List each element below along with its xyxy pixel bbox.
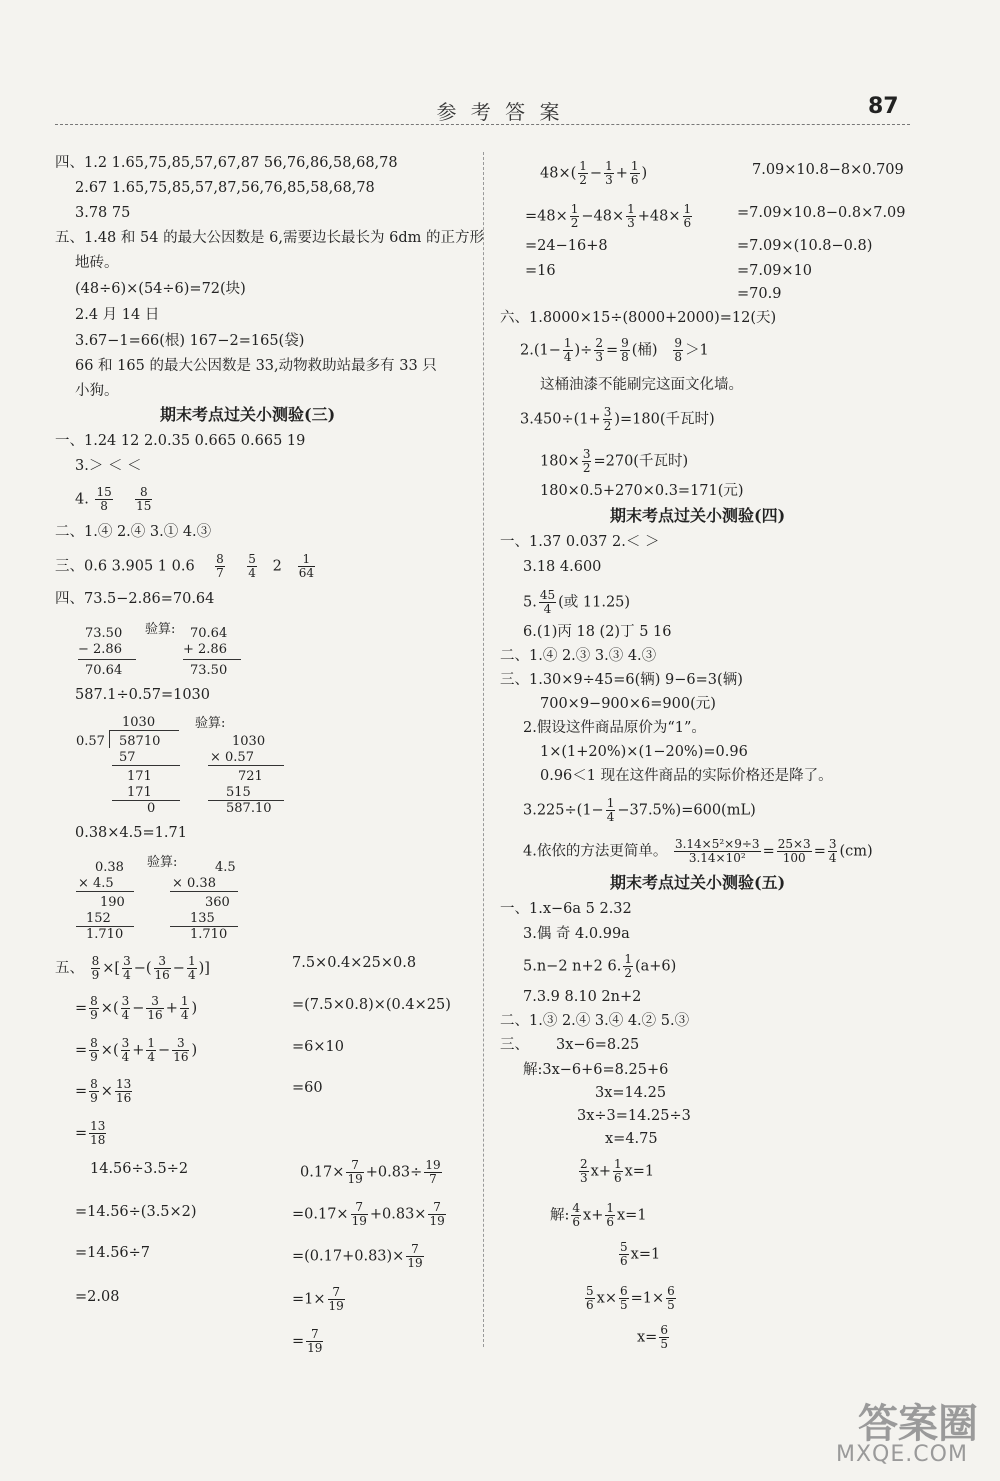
- vertical-row: 70.64: [190, 626, 228, 641]
- divisor: 0.57: [76, 734, 105, 749]
- check-label: 验算:: [145, 622, 176, 637]
- fraction: $\frac{8}{7}$: [216, 552, 224, 580]
- calc-line: =(7.5×0.8)×(0.4×25): [292, 997, 451, 1013]
- answer-line: 2.(1− $\frac{1}{4}$ )÷ $\frac{2}{3}$ = $\frac{9}{8}$ (桶) $\frac{9}{8}$ ＞1: [520, 336, 709, 364]
- equation-line: 3x÷3=14.25÷3: [577, 1108, 691, 1124]
- answer-line: 0.38×4.5=1.71: [75, 825, 187, 841]
- section-title: 期末考点过关小测验(三): [160, 405, 336, 424]
- vertical-row: 4.5: [215, 860, 236, 875]
- fraction: $\frac{5}{4}$: [248, 552, 256, 580]
- calc-line: =6×10: [292, 1039, 344, 1055]
- vertical-row: 0.38: [95, 860, 124, 875]
- calc-line: 14.56÷3.5÷2: [90, 1161, 189, 1177]
- answer-line: 5.n−2 n+2 6. $\frac{1}{2}$ (a+6): [523, 952, 677, 980]
- answer-line: 三、0.6 3.905 1 0.6 $\frac{8}{7}$ $\frac{5}{4}$ 2 $\frac{1}{64}$: [55, 552, 315, 580]
- calc-line: 五、 $\frac{8}{9}$ ×[ $\frac{3}{4}$ −( $\frac{3}{16}$ − $\frac{1}{4}$ )]: [55, 954, 210, 982]
- calc-line: = $\frac{8}{9}$ × $\frac{13}{16}$: [75, 1077, 132, 1105]
- check-label: 验算:: [195, 716, 226, 731]
- calc-line: 7.09×10.8−8×0.709: [752, 162, 904, 178]
- answer-line: 地砖。: [75, 255, 119, 271]
- column-divider: [483, 152, 484, 1347]
- calc-line: =7.09×10: [737, 263, 813, 279]
- answer-line: 2.4 月 14 日: [75, 307, 160, 323]
- calc-line: 7.5×0.4×25×0.8: [292, 955, 417, 971]
- calc-line: =14.56÷(3.5×2): [75, 1204, 197, 1220]
- vertical-row: 587.10: [226, 801, 272, 816]
- check-label: 验算:: [147, 855, 178, 870]
- calc-line: 48×( $\frac{1}{2}$ − $\frac{1}{3}$ + $\frac{1}{6}$ ): [540, 159, 648, 187]
- vertical-row: × 0.38: [172, 876, 216, 891]
- answer-line: 4. $\frac{15}{8}$ $\frac{8}{15}$: [75, 485, 152, 513]
- answer-line: 180×0.5+270×0.3=171(元): [540, 483, 744, 499]
- answer-line: (48÷6)×(54÷6)=72(块): [75, 281, 246, 297]
- vertical-row: 190: [100, 895, 125, 910]
- answer-line: 6.(1)丙 18 (2)丁 5 16: [523, 624, 672, 640]
- answer-line: 二、1.④ 2.③ 3.③ 4.③: [500, 648, 657, 664]
- answer-line: 3.67−1=66(根) 167−2=165(袋): [75, 333, 305, 349]
- vertical-row: 1.710: [190, 927, 228, 942]
- answer-line: 0.96＜1 现在这件商品的实际价格还是降了。: [540, 768, 833, 784]
- answer-line: 五、1.48 和 54 的最大公因数是 6,需要边长最长为 6dm 的正方形: [55, 230, 484, 246]
- vertical-row: 73.50: [85, 626, 123, 641]
- calc-line: =1× $\frac{7}{19}$: [292, 1285, 344, 1313]
- calc-line: = $\frac{8}{9}$ ×( $\frac{3}{4}$ + $\frac{1}{4}$ − $\frac{3}{16}$ ): [75, 1036, 198, 1064]
- answer-line: 2.假设这件商品原价为“1”。: [523, 720, 706, 736]
- vertical-row: + 2.86: [183, 642, 227, 657]
- calc-line: = $\frac{7}{19}$: [292, 1327, 323, 1355]
- answer-line: 二、1.③ 2.④ 3.④ 4.② 5.③: [500, 1013, 690, 1029]
- calc-line: =60: [292, 1080, 323, 1096]
- answer-line: 三、1.30×9÷45=6(辆) 9−6=3(辆): [500, 672, 743, 688]
- answer-line: 700×9−900×6=900(元): [540, 696, 716, 712]
- vertical-row: 721: [238, 769, 263, 784]
- calc-line: =48× $\frac{1}{2}$ −48× $\frac{1}{3}$ +48× $\frac{1}{6}$: [525, 202, 692, 230]
- equation-line: x= $\frac{6}{5}$: [637, 1323, 668, 1351]
- quotient: 1030: [122, 715, 156, 730]
- answer-line: 3.78 75: [75, 205, 131, 221]
- dividend: 58710: [119, 734, 161, 749]
- calc-line: =14.56÷7: [75, 1245, 151, 1261]
- answer-line: 一、1.x−6a 5 2.32: [500, 901, 632, 917]
- equation-line: 解: $\frac{4}{6}$ x+ $\frac{1}{6}$ x=1: [550, 1201, 647, 1229]
- answer-line: 四、1.2 1.65,75,85,57,67,87 56,76,86,58,68,78: [55, 155, 398, 171]
- answer-line: 小狗。: [75, 383, 119, 399]
- vertical-row: 152: [86, 911, 111, 926]
- vertical-row: 1030: [232, 734, 266, 749]
- answer-line: 三、: [500, 1037, 529, 1053]
- equation-line: 解:3x−6+6=8.25+6: [523, 1062, 669, 1078]
- answer-line: 一、1.24 12 2.0.35 0.665 0.665 19: [55, 433, 306, 449]
- division-step: 57: [119, 750, 136, 765]
- calc-line: =2.08: [75, 1289, 120, 1305]
- calc-line: =70.9: [737, 286, 782, 302]
- calc-line: =7.09×(10.8−0.8): [737, 238, 873, 254]
- division-step: 171: [127, 769, 152, 784]
- calc-line: =0.17× $\frac{7}{19}$ +0.83× $\frac{7}{19}$: [292, 1200, 445, 1228]
- answer-line: 3.450÷(1+ $\frac{3}{2}$ )=180(千瓦时): [520, 405, 715, 433]
- calc-line: =(0.17+0.83)× $\frac{7}{19}$: [292, 1242, 423, 1270]
- watermark-logo: 答案圈: [858, 1401, 978, 1447]
- equation-line: $\frac{5}{6}$ x=1: [620, 1240, 661, 1268]
- vertical-row: 1.710: [86, 927, 124, 942]
- answer-line: 4.依依的方法更简单。 $\frac{\text{3.14×5²×9÷3}}{\text{3.14×10²}}$ = $\frac{25\times 3}{100}$ = $\frac{3}{4}$ (cm): [523, 837, 873, 865]
- answer-line: 二、1.④ 2.④ 3.① 4.③: [55, 524, 212, 540]
- calc-line: =7.09×10.8−0.8×7.09: [737, 205, 906, 221]
- answer-line: 一、1.37 0.037 2.＜ ＞: [500, 534, 660, 550]
- header-rule: [55, 124, 910, 125]
- vertical-row: 135: [190, 911, 215, 926]
- answer-line: 3.225÷(1− $\frac{1}{4}$ −37.5%)=600(mL): [523, 796, 756, 824]
- answer-line: 587.1÷0.57=1030: [75, 687, 210, 703]
- fraction: $\frac{15}{8}$: [96, 485, 112, 513]
- vertical-row: 515: [226, 785, 251, 800]
- section-title: 期末考点过关小测验(五): [610, 873, 786, 892]
- vertical-row: 70.64: [85, 663, 123, 678]
- answer-line: 四、73.5−2.86=70.64: [55, 591, 215, 607]
- equation-line: $\frac{2}{3}$ x+ $\frac{1}{6}$ x=1: [580, 1157, 655, 1185]
- equation-line: $\frac{5}{6}$ x× $\frac{6}{5}$ =1× $\frac{6}{5}$: [586, 1284, 675, 1312]
- answer-line: 180× $\frac{3}{2}$ =270(千瓦时): [540, 447, 689, 475]
- answer-line: 3.＞ ＜ ＜: [75, 458, 142, 474]
- vertical-row: × 0.57: [210, 750, 254, 765]
- vertical-row: − 2.86: [78, 642, 122, 657]
- watermark-url: MXQE.COM: [836, 1442, 968, 1467]
- answer-line: 2.67 1.65,75,85,57,87,56,76,85,58,68,78: [75, 180, 375, 196]
- calc-line: = $\frac{8}{9}$ ×( $\frac{3}{4}$ − $\frac{3}{16}$ + $\frac{1}{4}$ ): [75, 994, 198, 1022]
- answer-line: 六、1.8000×15÷(8000+2000)=12(天): [500, 310, 777, 326]
- equation-line: 3x=14.25: [595, 1085, 667, 1101]
- answer-line: 3.偶 奇 4.0.99a: [523, 926, 630, 942]
- division-step: 171: [127, 785, 152, 800]
- calc-line: =24−16+8: [525, 238, 608, 254]
- vertical-row: 360: [205, 895, 230, 910]
- calc-line: = $\frac{13}{18}$: [75, 1119, 106, 1147]
- page-number: 87: [868, 94, 899, 119]
- answer-line: 1×(1+20%)×(1−20%)=0.96: [540, 744, 748, 760]
- answer-line: 5. $\frac{45}{4}$ (或 11.25): [523, 588, 631, 616]
- fraction: $\frac{8}{15}$: [136, 485, 152, 513]
- equation-line: 3x−6=8.25: [556, 1037, 640, 1053]
- calc-line: 0.17× $\frac{7}{19}$ +0.83÷ $\frac{19}{7}$: [300, 1158, 441, 1186]
- page-header-title: 参 考 答 案: [436, 100, 564, 124]
- answer-line: 3.18 4.600: [523, 559, 602, 575]
- equation-line: x=4.75: [605, 1131, 658, 1147]
- vertical-row: × 4.5: [78, 876, 114, 891]
- fraction: $\frac{1}{64}$: [298, 552, 315, 580]
- answer-line: 这桶油漆不能刷完这面文化墙。: [540, 377, 743, 393]
- division-step: 0: [147, 801, 156, 816]
- answer-line: 66 和 165 的最大公因数是 33,动物救助站最多有 33 只: [75, 358, 437, 374]
- section-title: 期末考点过关小测验(四): [610, 506, 786, 525]
- answer-line: 7.3.9 8.10 2n+2: [523, 989, 642, 1005]
- calc-line: =16: [525, 263, 556, 279]
- vertical-row: 73.50: [190, 663, 228, 678]
